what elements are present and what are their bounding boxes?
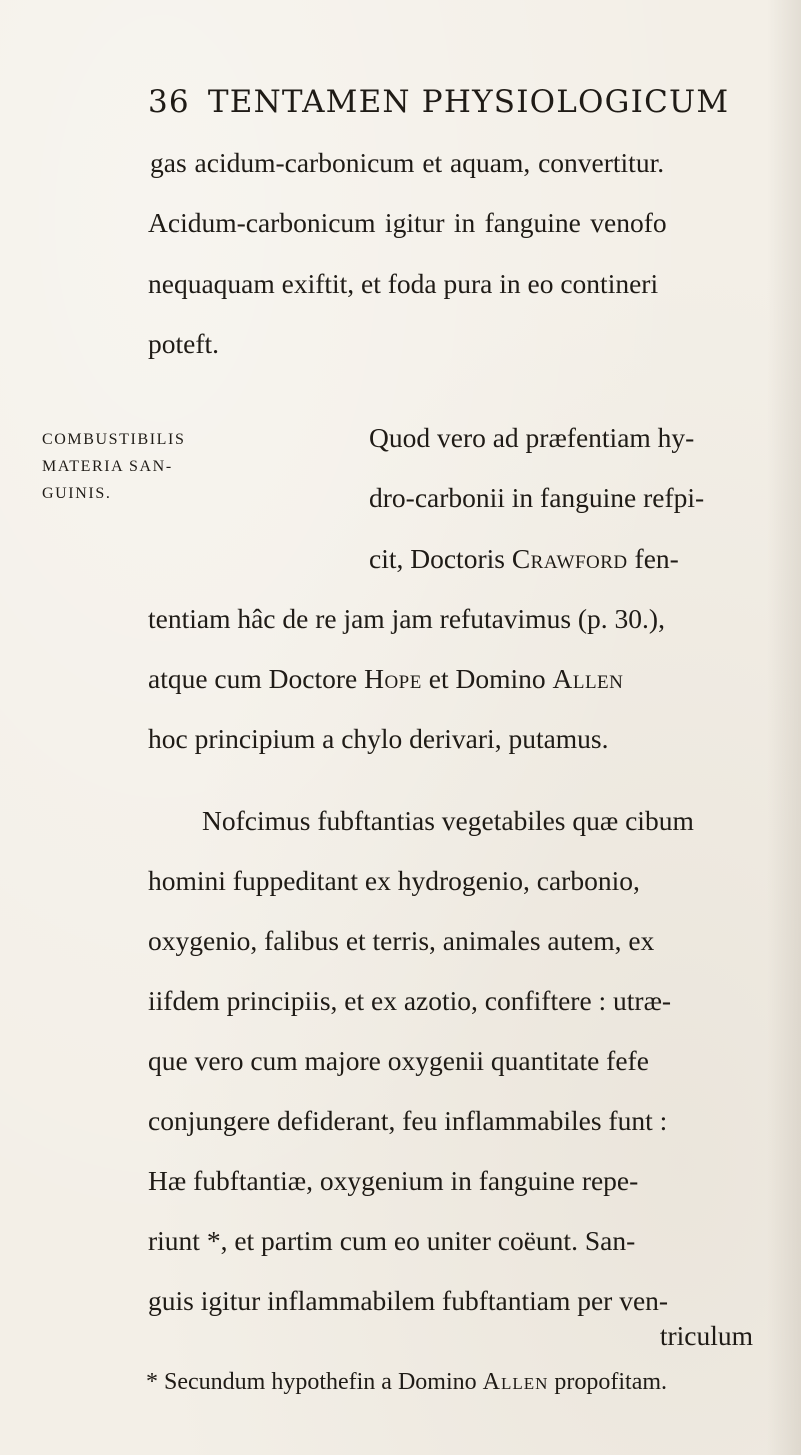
footnote-text: propofitam. xyxy=(548,1369,668,1395)
marginal-note-line: MATERIA SAN- xyxy=(42,458,173,475)
text-line: poteft. xyxy=(148,328,220,359)
footnote-text: * Secundum hypothefin a Domino xyxy=(146,1369,483,1395)
text-line: riunt *, et partim cum eo uniter coëunt. San- xyxy=(148,1225,636,1256)
text-segment: cit, Doctoris xyxy=(369,543,512,574)
text-segment: fen- xyxy=(627,543,679,574)
marginal-note-line: GUINIS. xyxy=(42,485,112,502)
text-line: Acidum-carbonicum igitur in fanguine venofo xyxy=(148,207,667,238)
marginal-note xyxy=(42,426,185,507)
text-line: que vero cum majore oxygenii quantitate fefe xyxy=(148,1045,649,1076)
text-line: conjungere defiderant, feu inflammabiles funt : xyxy=(148,1105,668,1136)
text-line: oxygenio, falibus et terris, animales autem, ex xyxy=(148,925,655,956)
text-line: iifdem principiis, et ex azotio, confiftere : utræ- xyxy=(148,985,672,1016)
person-name-crawford: Crawford xyxy=(511,543,628,574)
text-line: Quod vero ad præfentiam hy- xyxy=(369,422,695,453)
header-title: TENTAMEN PHYSIOLOGICUM xyxy=(207,84,730,120)
text-line: hoc principium a chylo derivari, putamus. xyxy=(148,723,609,754)
text-line xyxy=(369,545,679,573)
person-name-allen: Allen xyxy=(482,1369,549,1395)
text-line: dro-carbonii in fanguine refpi- xyxy=(369,482,705,513)
person-name-hope: Hope xyxy=(364,663,422,694)
text-line: guis igitur inflammabilem fubftantiam per ven- xyxy=(148,1285,669,1316)
footnote xyxy=(146,1369,667,1396)
marginal-note-line: COMBUSTIBILIS xyxy=(42,431,186,448)
text-line: Nofcimus fubftantias vegetabiles quæ cibum xyxy=(202,805,694,836)
text-line xyxy=(148,665,623,693)
text-line: homini fuppeditant ex hydrogenio, carbonio, xyxy=(148,865,640,896)
text-line: gas acidum-carbonicum et aquam, convertitur. xyxy=(150,147,665,178)
text-segment: atque cum Doctore xyxy=(148,663,365,694)
text-line: nequaquam exiftit, et foda pura in eo contineri xyxy=(148,268,659,299)
text-segment: et Domino xyxy=(421,663,553,694)
text-line: Hæ fubftantiæ, oxygenium in fanguine repe- xyxy=(148,1165,639,1196)
person-name-allen: Allen xyxy=(552,663,624,694)
running-header xyxy=(148,84,729,120)
page-edge-shading xyxy=(767,0,801,1455)
page-number: 36 xyxy=(148,84,190,120)
text-line: tentiam hâc de re jam jam refutavimus (p. 30.), xyxy=(148,603,665,634)
catchword: triculum xyxy=(659,1320,753,1351)
